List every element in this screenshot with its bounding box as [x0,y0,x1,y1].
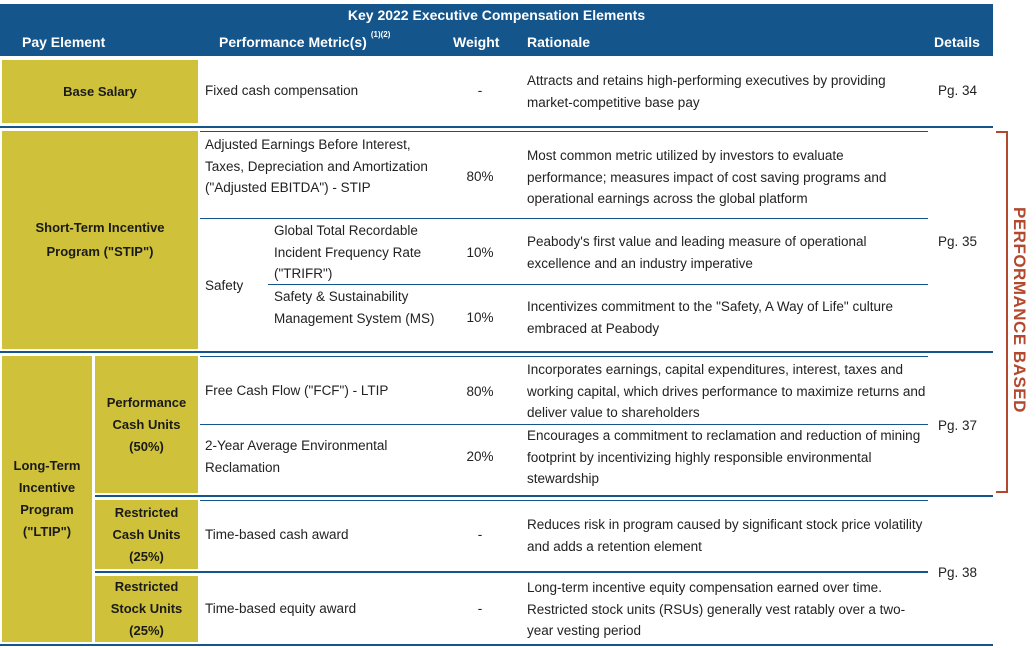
stip-rationale-ebitda: Most common metric utilized by investors to evaluate performance; measures impact of cost saving programs and operational earnings across the global platform [527,148,887,206]
stip-metric-ebitda: Adjusted Earnings Before Interest, Taxes, Depreciation and Amortization ("Adjusted EBITDA") - STIP [205,137,428,195]
stip-metric-trifr: Global Total Recordable Incident Frequency Rate ("TRIFR") [274,223,422,281]
pcu-details: Pg. 37 [938,418,978,433]
pcu-rationale-reclamation: Encourages a commitment to reclamation and reduction of mining footprint by incentivizing highly responsible environmental stewardship [527,428,921,486]
stip-details: Pg. 35 [938,234,978,249]
stip-rationale-trifr: Peabody's first value and leading measure of operational excellence and an industry imperative [527,234,867,271]
header-rationale: Rationale [527,34,591,50]
rsu-rationale: Long-term incentive equity compensation earned over time. Restricted stock units (RSUs) generally vest ratably over a two-year vesting period [527,580,906,638]
ltip-rcu-cell: Restricted Cash Units (25%) [95,500,198,569]
stip-weight-trifr: 10% [466,245,494,260]
divider [200,218,928,219]
base-rationale: Attracts and retains high-performing executives by providing market-competitive base pay [527,73,886,110]
divider [200,131,928,132]
table-title: Key 2022 Executive Compensation Elements [0,4,993,26]
base-salary-cell: Base Salary [2,60,198,123]
pcu-metric-fcf: Free Cash Flow ("FCF") - LTIP [205,383,389,398]
restricted-details: Pg. 38 [938,565,978,580]
pcu-rationale-fcf: Incorporates earnings, capital expenditures, interest, taxes and working capital, which drives performance to maximize returns and deliver value to shareholders [527,362,926,420]
rcu-metric: Time-based cash award [205,527,349,542]
stip-weight-ebitda: 80% [466,169,494,184]
rsu-weight: - [477,601,483,616]
header-pay-element: Pay Element [22,34,106,50]
stip-cell: Short-Term Incentive Program ("STIP") [2,131,198,349]
stip-rationale-ms: Incentivizes commitment to the "Safety, A Way of Life" culture embraced at Peabody [527,299,893,336]
rsu-metric: Time-based equity award [205,601,357,616]
rcu-weight: - [477,527,483,542]
divider [0,644,993,646]
base-details: Pg. 34 [938,83,978,98]
header-weight: Weight [453,34,500,50]
ltip-pcu-cell: Performance Cash Units (50%) [95,356,198,493]
stip-safety-label: Safety [205,278,244,293]
divider [95,571,928,573]
header-metric-note: (1)(2) [370,30,391,40]
divider [0,351,993,353]
pcu-weight-reclamation: 20% [466,449,494,464]
divider [95,495,993,497]
performance-based-label: PERFORMANCE BASED [1010,207,1029,413]
table-header [0,26,993,56]
pcu-weight-fcf: 80% [466,384,494,399]
divider [268,284,928,285]
base-weight: - [477,83,483,98]
ltip-rsu-cell: Restricted Stock Units (25%) [95,576,198,642]
ltip-cell: Long-Term Incentive Program ("LTIP") [2,356,92,642]
stip-metric-ms: Safety & Sustainability Management System (MS) [274,289,435,326]
stip-weight-ms: 10% [466,310,494,325]
divider [0,126,993,128]
divider [200,500,928,501]
pcu-metric-reclamation: 2-Year Average Environmental Reclamation [205,438,388,475]
header-metric: Performance Metric(s) $^{(1)(2)}$ [219,30,391,50]
header-details: Details [934,34,980,50]
rcu-rationale: Reduces risk in program caused by significant stock price volatility and adds a retention element [527,517,923,554]
base-metric: Fixed cash compensation [205,83,359,98]
divider [200,356,928,357]
